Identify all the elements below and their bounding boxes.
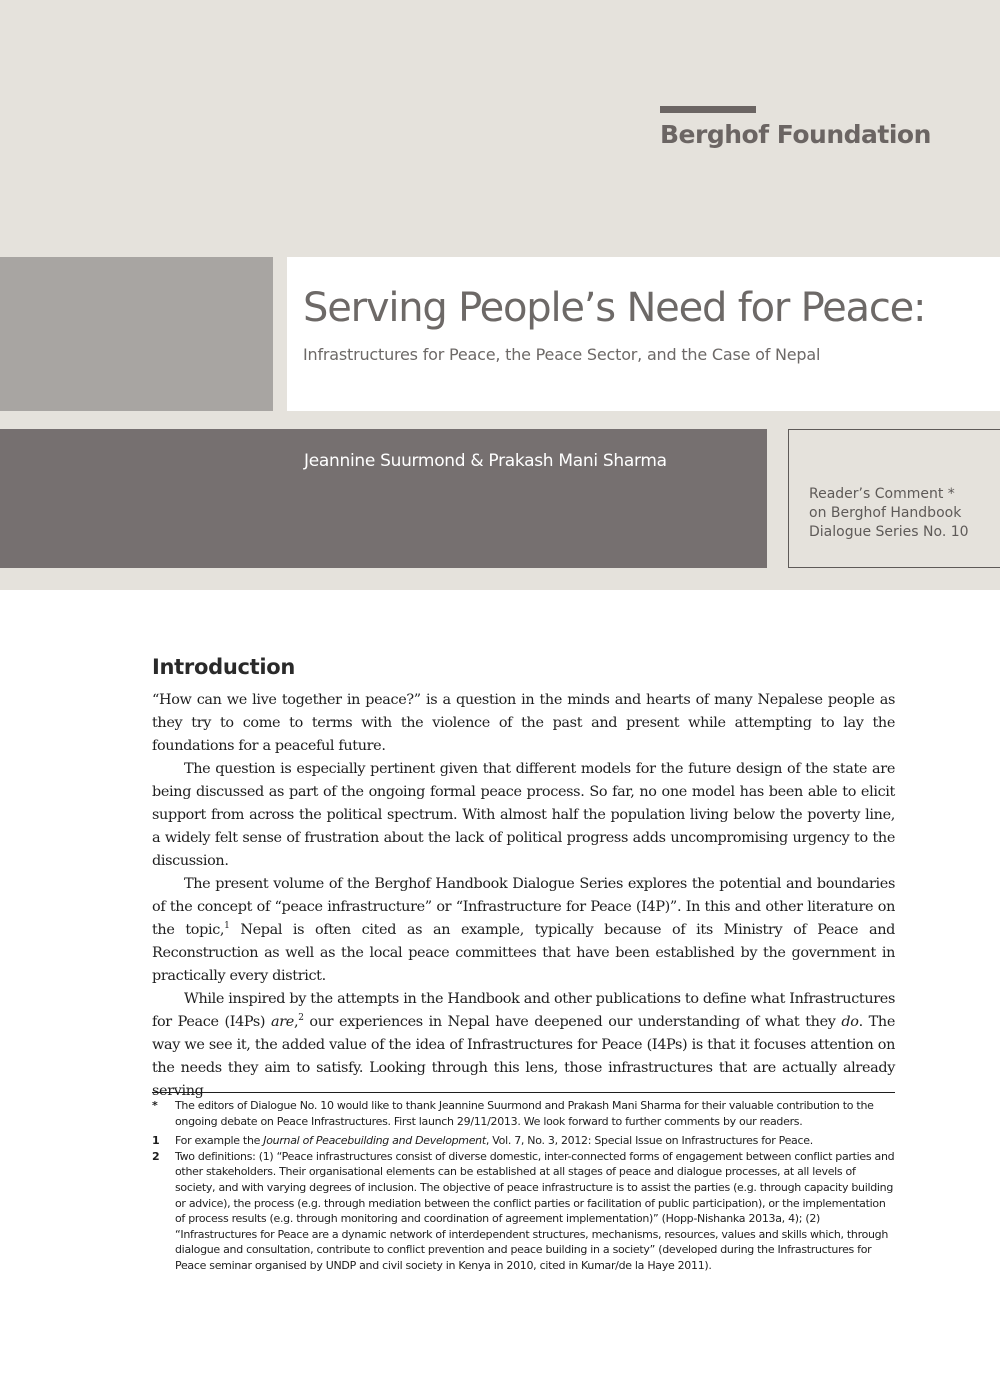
footnote-mark: 1 [152, 1134, 160, 1148]
title-box [287, 257, 1000, 411]
footnote-1: 1 For example the Journal of Peacebuilding and Development, Vol. 7, No. 3, 2012: Special Issue on Infrastructures for Peace. [152, 1134, 813, 1148]
paragraph-1: “How can we live together in peace?” is a question in the minds and hearts of many Nepalese people as they try to come to terms with the violence of the past and present while attempting to lay the foundations for a peaceful future. [152, 692, 895, 754]
author-band [0, 429, 767, 568]
paragraph-4: While inspired by the attempts in the Handbook and other publications to define what Infrastructures for Peace (I4Ps) are,$^2$ our experiences in Nepal have deepened our understanding of what they do. The way we see it, the added value of the idea of Infrastructures for Peace (I4Ps) is that it focuses attention on the needs they aim to satisfy. Looking through this lens, those infrastructures that are actually already serving [152, 991, 895, 1099]
logo-text: Berghof Foundation [660, 120, 931, 149]
document-subtitle: Infrastructures for Peace, the Peace Sector, and the Case of Nepal [303, 345, 821, 364]
readers-comment-text [809, 485, 969, 542]
logo-bar [660, 106, 756, 113]
document-title: Serving People’s Need for Peace: [303, 285, 926, 331]
main-content [152, 655, 895, 1103]
authors: Jeannine Suurmond & Prakash Mani Sharma [304, 451, 667, 471]
footnote-text: The editors of Dialogue No. 10 would like to thank Jeannine Suurmond and Prakash Mani Sharma for their valuable contribution to the ongoing debate on Peace Infrastructures. First launch 29/11/2013. We look forward to further comments by our readers. [175, 1099, 874, 1128]
footnote-2 [152, 1149, 895, 1274]
paragraph-3: The present volume of the Berghof Handbook Dialogue Series explores the potential and boundaries of the concept of “peace infrastructure” or “Infrastructure for Peace (I4P)”. In this and other literature on the topic,$^1$ Nepal is often cited as an example, typically because of its Ministry of Peace and Reconstruction as well as the local peace committees that have been established by the government in practically every district. [152, 876, 895, 984]
footnote-mark: 2 [152, 1149, 160, 1163]
berghof-logo [660, 106, 931, 149]
comment-line: Dialogue Series No. 10 [809, 524, 969, 540]
decorative-grey-block [0, 257, 273, 411]
section-heading: Introduction [152, 655, 296, 679]
comment-line: on Berghof Handbook [809, 505, 962, 521]
footnote-star [152, 1098, 895, 1129]
footnotes [152, 1092, 895, 1278]
footnote-ref-2[interactable]: 2 [298, 1013, 304, 1024]
footnote-ref-1[interactable]: 1 [224, 921, 230, 932]
paragraph-2: The question is especially pertinent given that different models for the future design of the state are being discussed as part of the ongoing formal peace process. So far, no one model has been able to elicit support from across the political spectrum. With almost half the population living below the poverty line, a widely felt sense of frustration about the lack of political progress adds uncompromising urgency to the discussion. [152, 761, 895, 869]
footnote-mark: * [152, 1099, 158, 1112]
footnote-text: Two definitions: (1) “Peace infrastructures consist of diverse domestic, inter-connected forms of engagement between conflict parties and other stakeholders. Their organisational elements can be established at all stages of peace and dialogue processes, at all levels of society, and with varying degrees of inclusion. The objective of peace infrastructure is to assist the parties (e.g. through capacity building or advice), the process (e.g. through mediation between the conflict parties or facilitation of public participation), or the implementation of process results (e.g. through monitoring and coordination of agreement implementation)” (Hopp-Nishanka 2013a, 4); (2) “Infrastructures for Peace are a dynamic network of interdependent structures, mechanisms, resources, values and skills which, through dialogue and consultation, contribute to conflict prevention and peace building in a society” (developed during the Infrastructures for Peace seminar organised by UNDP and civil society in Kenya in 2010, cited in Kumar/de la Haye 2011). [175, 1149, 895, 1272]
comment-line: Reader’s Comment * [809, 486, 955, 502]
readers-comment-box [788, 429, 1000, 568]
